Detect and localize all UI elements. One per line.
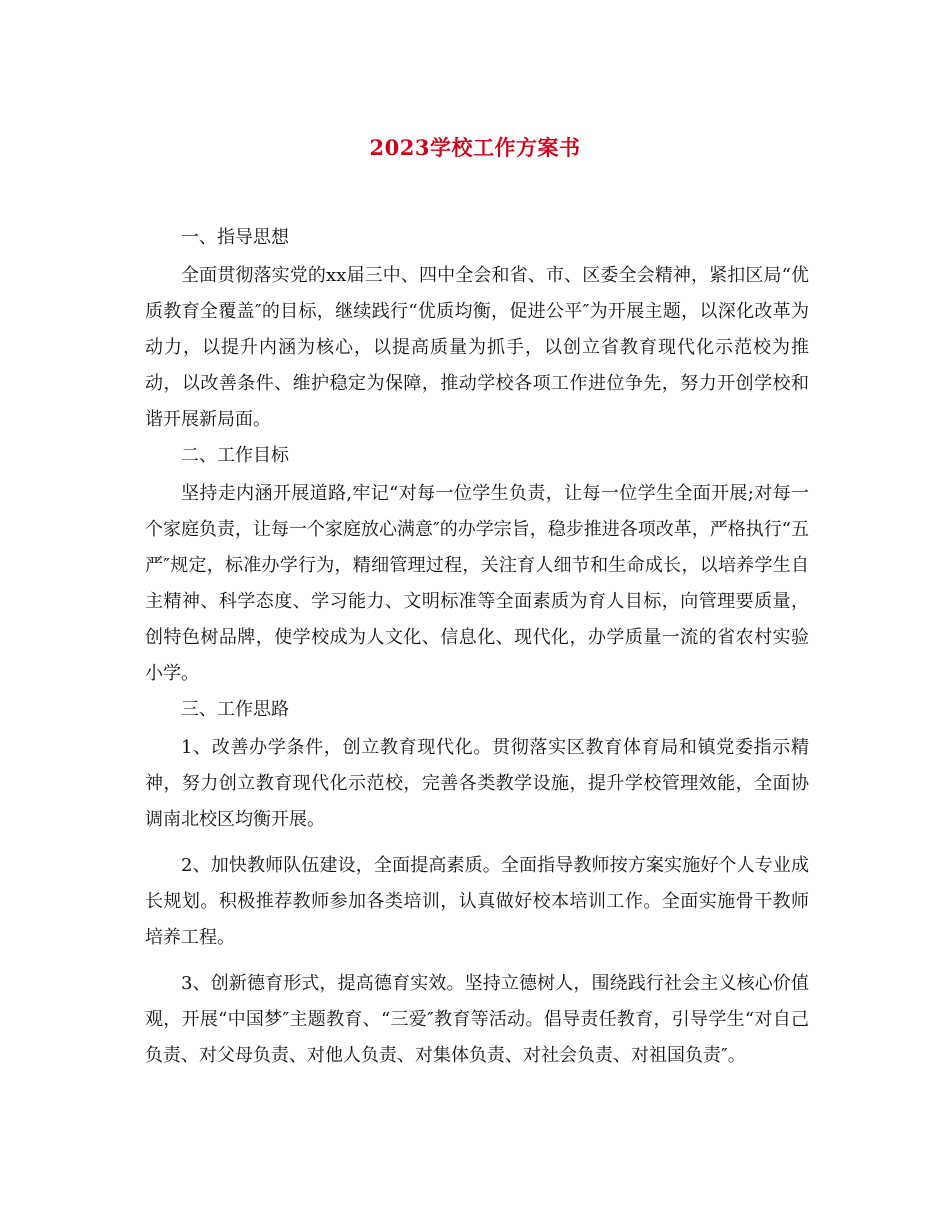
document-title: 2023学校工作方案书 — [369, 135, 581, 160]
section-heading-work-goals: 二、工作目标 — [181, 445, 289, 466]
section-paragraph: 全面贯彻落实党的xx届三中、四中全会和省、市、区委全会精神，紧扣区局“优质教育全覆盖″的目标，继续践行“优质均衡，促进公平″为开展主题，以深化改革为动力，以提升内涵为核心，以提高质量为抓手，以创立省教育现代化示范校为推动，以改善条件、维护稳定为保障，推动学校各项工作进位争先，努力开创学校和谐开展新局面。 — [145, 265, 809, 430]
numbered-paragraph-1: 1、改善办学条件，创立教育现代化。贯彻落实区教育体育局和镇党委指示精神，努力创立教育现代化示范校，完善各类教学设施，提升学校管理效能，全面协调南北校区均衡开展。 — [145, 737, 809, 830]
section-heading-guiding-ideology: 一、指导思想 — [181, 227, 289, 248]
document-body — [145, 220, 809, 1074]
numbered-paragraph-2: 2、加快教师队伍建设，全面提高素质。全面指导教师按方案实施好个人专业成长规划。积极推荐教师参加各类培训，认真做好校本培训工作。全面实施骨干教师培养工程。 — [145, 855, 809, 948]
section-heading-work-approach: 三、工作思路 — [181, 699, 289, 720]
numbered-paragraph-3: 3、创新德育形式，提高德育实效。坚持立德树人，围绕践行社会主义核心价值观，开展“中国梦″主题教育、“三爱″教育等活动。倡导责任教育，引导学生“对自己负责、对父母负责、对他人负责、对集体负责、对社会负责、对祖国负责″。 — [145, 973, 809, 1066]
section-paragraph: 坚持走内涵开展道路,牢记“对每一位学生负责，让每一位学生全面开展;对每一个家庭负责，让每一个家庭放心满意″的办学宗旨，稳步推进各项改革，严格执行“五严″规定，标准办学行为，精细管理过程，关注育人细节和生命成长，以培养学生自主精神、科学态度、学习能力、文明标准等全面素质为育人目标，向管理要质量，创特色树品牌，使学校成为人文化、信息化、现代化，办学质量一流的省农村实验小学。 — [145, 483, 809, 684]
